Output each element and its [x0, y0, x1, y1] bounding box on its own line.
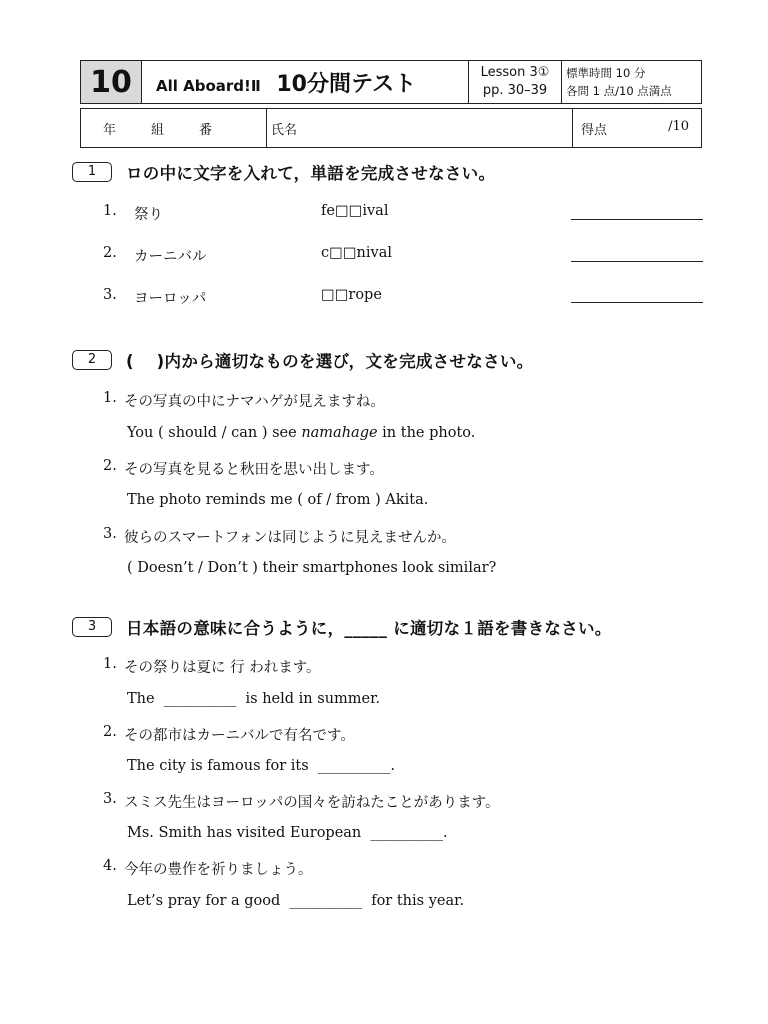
name-field[interactable] — [267, 109, 573, 148]
sentence-text: You ( should / can ) see — [127, 425, 302, 441]
book-title: All Aboard!Ⅱ — [156, 76, 261, 95]
class-label: 組 — [151, 122, 165, 138]
section-2-heading — [72, 348, 533, 372]
test-title: 10分間テスト — [276, 71, 417, 97]
lesson-label: Lesson 3① — [480, 65, 550, 80]
s3-item-2-en[interactable]: The city is famous for its __________. — [127, 758, 396, 774]
item-japanese: カーニバル — [134, 249, 207, 265]
item-japanese: 今年の豊作を祈りましょう。 — [124, 862, 313, 878]
item-japanese: ヨーロッパ — [134, 291, 207, 307]
grade-class-number-field[interactable] — [81, 109, 267, 148]
grade-label: 年 — [103, 122, 117, 138]
item-japanese: その写真の中にナマハゲが見えますね。 — [124, 394, 385, 410]
item-number: 1. — [103, 203, 117, 219]
points-info: 各問 1 点/10 点満点 — [566, 84, 672, 98]
s2-item-1-en — [127, 425, 475, 441]
sentence-text: The photo reminds me ( of / from ) Akita. — [127, 492, 429, 508]
section-3-heading — [72, 615, 612, 639]
page-range: pp. 30–39 — [482, 83, 548, 98]
section-3-number: 3 — [72, 617, 112, 637]
sentence-emphasis: namahage — [301, 425, 378, 441]
item-japanese: スミス先生はヨーロッパの国々を訪ねたことがあります。 — [124, 795, 500, 811]
s1-answer-line-3[interactable] — [571, 302, 703, 303]
standard-time: 標準時間 10 分 — [566, 66, 646, 80]
item-number: 3. — [103, 526, 117, 542]
sentence-text-end: in the photo. — [377, 425, 476, 441]
name-row — [80, 108, 702, 148]
item-word: c□□nival — [321, 245, 392, 261]
item-number: 1. — [103, 656, 117, 672]
item-number: 1. — [103, 390, 117, 406]
item-japanese: その写真を見ると秋田を思い出します。 — [124, 462, 384, 478]
time-cell — [562, 61, 702, 104]
section-1-number: 1 — [72, 162, 112, 182]
s3-item-4-en[interactable]: Let’s pray for a good __________ for this year. — [127, 893, 465, 909]
item-word: fe□□ival — [321, 203, 389, 219]
item-japanese: 祭り — [134, 207, 163, 223]
test-number: 10 — [81, 61, 142, 104]
test-title-cell — [142, 61, 469, 104]
test-header — [80, 60, 702, 104]
s1-answer-line-2[interactable] — [571, 261, 703, 262]
item-number: 3. — [103, 791, 117, 807]
score-max: /10 — [668, 119, 689, 134]
sentence-text: ( Doesn’t / Don’t ) their smartphones look similar? — [127, 560, 497, 576]
item-japanese: その祭りは夏に 行 われます。 — [124, 660, 321, 676]
number-label: 番 — [199, 122, 213, 138]
item-japanese: 彼らのスマートフォンは同じように見えませんか。 — [124, 530, 457, 546]
name-label: 氏名 — [271, 122, 298, 138]
item-word: □□rope — [321, 287, 382, 303]
s3-item-3-en[interactable]: Ms. Smith has visited European __________. — [127, 825, 448, 841]
lesson-cell — [469, 61, 562, 104]
section-3-instruction: 日本語の意味に合うように，_____ に適切な１語を書きなさい。 — [126, 619, 612, 638]
item-number: 2. — [103, 245, 117, 261]
section-1-heading — [72, 160, 495, 184]
s3-item-1-en[interactable]: The __________ is held in summer. — [127, 691, 381, 707]
s1-answer-line-1[interactable] — [571, 219, 703, 220]
section-2-number: 2 — [72, 350, 112, 370]
item-number: 2. — [103, 724, 117, 740]
item-number: 3. — [103, 287, 117, 303]
section-1-instruction: ロの中に文字を入れて，単語を完成させなさい。 — [126, 164, 496, 183]
s2-item-3-en — [127, 560, 496, 576]
item-japanese: その都市はカーニバルで有名です。 — [124, 728, 355, 744]
score-label: 得点 — [581, 122, 608, 138]
item-number: 2. — [103, 458, 117, 474]
score-field — [573, 109, 702, 148]
item-number: 4. — [103, 858, 117, 874]
s2-item-2-en — [127, 492, 428, 508]
section-2-instruction: ( )内から適切なものを選び，文を完成させなさい。 — [126, 352, 534, 371]
